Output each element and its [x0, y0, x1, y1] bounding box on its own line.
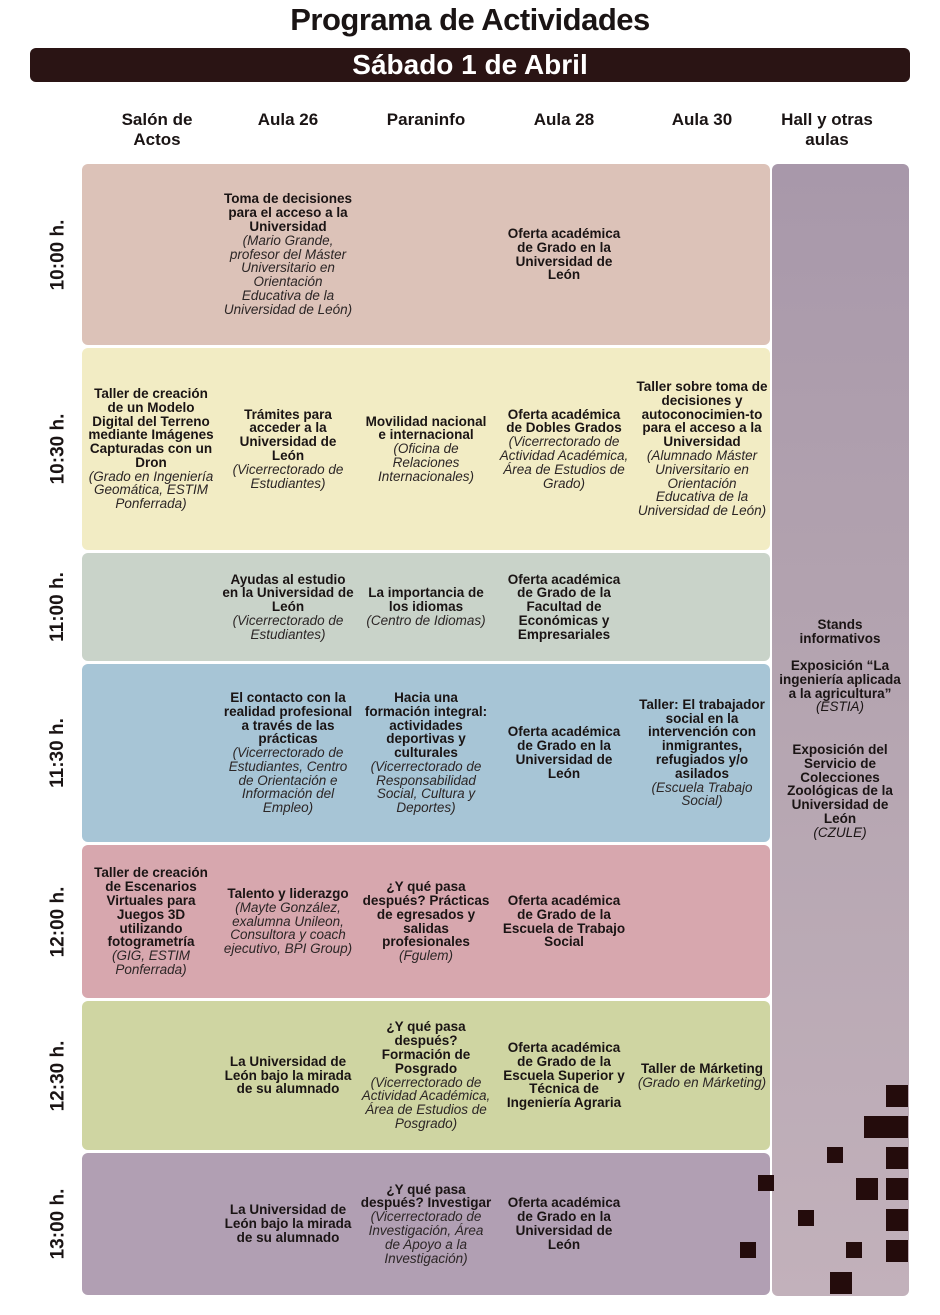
decorative-square	[827, 1147, 843, 1163]
decorative-square	[740, 1242, 756, 1258]
time-label-1030: 10:30 h.	[47, 413, 69, 485]
activity-cell: El contacto con la realidad profesional a través de las prácticas (Vicerrectorado de Estudiantes, Centro de Orientación e Información del Empleo)	[223, 689, 353, 816]
decorative-square	[846, 1242, 862, 1258]
activity-cell: Oferta académica de Grado en la Universidad de León	[507, 724, 621, 781]
column-header-hall: Hall y otras aulas	[781, 110, 873, 149]
activity-cell: Oferta académica de Grado de la Escuela Superior y Técnica de Ingeniería Agraria	[503, 1040, 625, 1111]
time-label-1000: 10:00 h.	[47, 219, 69, 290]
activity-cell: La importancia de los idiomas (Centro de Idiomas)	[366, 585, 486, 628]
activity-cell: Ayudas al estudio en la Universidad de León (Vicerrectorado de Estudiantes)	[222, 571, 354, 642]
time-label-1100: 11:00 h.	[47, 572, 68, 642]
activity-cell: Taller de creación de Escenarios Virtuales para Juegos 3D utilizando fotogrametría (GIG, ESTIM Ponferrada)	[94, 865, 208, 977]
decorative-square	[856, 1178, 878, 1200]
time-label-1230: 12:30 h.	[47, 1040, 69, 1111]
activity-cell: Hacia una formación integral: actividades deportivas y culturales (Vicerrectorado de Responsabilidad Social, Cultura y Deportes)	[364, 689, 488, 816]
activity-cell: La Universidad de León bajo la mirada de su alumnado	[224, 1202, 352, 1245]
decorative-square	[864, 1116, 908, 1138]
activity-cell: Oferta académica de Grado de la Escuela de Trabajo Social	[502, 892, 626, 950]
hall-item: Stands informativos	[799, 617, 881, 646]
column-header-paraninfo: Paraninfo	[386, 110, 466, 129]
activity-cell: Toma de decisiones para el acceso a la Universidad (Mario Grande, profesor del Máster Universitario en Orientación Educativa de la Universidad de León)	[223, 191, 353, 317]
hall-item: Exposición “La ingeniería aplicada a la agricultura” (ESTIA)	[779, 658, 901, 715]
activity-cell: Oferta académica de Grado en la Universidad de León	[507, 1195, 621, 1252]
decorative-square	[886, 1147, 908, 1169]
time-label-1200: 12:00 h.	[47, 886, 69, 957]
activity-cell: Oferta académica de Grado en la Universidad de León	[507, 225, 621, 283]
activity-cell: Trámites para acceder a la Universidad de León (Vicerrectorado de Estudiantes)	[232, 406, 344, 491]
activity-cell: Talento y liderazgo (Mayte González, exalumna Unileon, Consultora y coach ejecutivo, BPI Group)	[223, 886, 353, 957]
hall-item: Exposición del Servicio de Colecciones Zoológicas de la Universidad de León (CZULE)	[787, 742, 893, 840]
time-label-1130: 11:30 h.	[47, 718, 68, 788]
activity-cell: Taller: El trabajador social en la intervención con inmigrantes, refugiados y/o asilados (Escuela Trabajo Social)	[639, 696, 765, 809]
decorative-square	[886, 1240, 908, 1262]
activity-cell: Oferta académica de Dobles Grados (Vicerrectorado de Actividad Académica, Área de Estudios de Grado)	[499, 406, 629, 491]
activity-cell: Movilidad nacional e internacional (Oficina de Relaciones Internacionales)	[365, 413, 487, 484]
column-header-aula-30: Aula 30	[671, 110, 733, 129]
decorative-square	[798, 1210, 814, 1226]
activity-cell: ¿Y qué pasa después? Formación de Posgrado (Vicerrectorado de Actividad Académica, Área de Estudios de Posgrado)	[361, 1019, 491, 1131]
activity-cell: La Universidad de León bajo la mirada de su alumnado	[224, 1053, 352, 1097]
decorative-square	[886, 1178, 908, 1200]
decorative-square	[830, 1272, 852, 1294]
activity-cell: Taller sobre toma de decisiones y autoconocimien-to para el acceso a la Universidad (Alumnado Máster Universitario en Orientación Educativa de la Universidad de León)	[636, 379, 768, 519]
activity-cell: Taller de Márketing (Grado en Márketing)	[637, 1060, 767, 1090]
decorative-square	[758, 1175, 774, 1191]
date-banner: Sábado 1 de Abril	[30, 48, 910, 82]
activity-cell: Taller de creación de un Modelo Digital del Terreno mediante Imágenes Capturadas con un Dron (Grado en Ingeniería Geomática, ESTIM Ponferrada)	[88, 385, 214, 512]
decorative-square	[886, 1085, 908, 1107]
decorative-square	[886, 1209, 908, 1231]
row-1000-background	[82, 164, 770, 345]
activity-cell: ¿Y qué pasa después? Prácticas de egresados y salidas profesionales (Fgulem)	[362, 879, 490, 964]
activity-cell: ¿Y qué pasa después? Investigar (Vicerrectorado de Investigación, Área de Apoyo a la Investigación)	[360, 1181, 492, 1266]
column-header-aula-28: Aula 28	[533, 110, 595, 129]
column-header-aula-26: Aula 26	[257, 110, 319, 129]
activity-cell: Oferta académica de Grado de la Facultad de Económicas y Empresariales	[507, 571, 621, 642]
time-label-1300: 13:00 h.	[47, 1188, 69, 1260]
column-header-salon-de-actos: Salón de Actos	[121, 110, 193, 149]
page-title: Programa de Actividades	[290, 2, 650, 37]
